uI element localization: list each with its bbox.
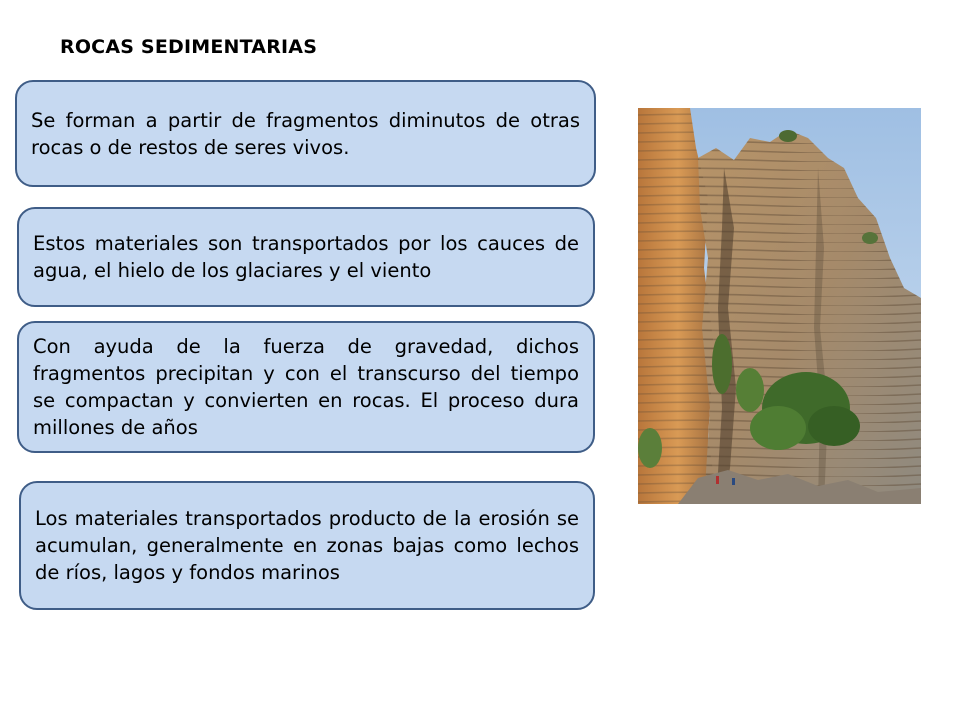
- info-box-text: Los materiales transportados producto de la erosión se acumulan, generalmente en zonas bajas como lechos de ríos, lagos y fondos marinos: [35, 507, 579, 584]
- info-box-compaction: [17, 321, 595, 453]
- info-box-text: Estos materiales son transportados por los cauces de agua, el hielo de los glaciares y el viento: [33, 232, 579, 282]
- info-box-deposition: [19, 481, 595, 610]
- sedimentary-cliff-photo: [638, 108, 921, 504]
- slide-title: ROCAS SEDIMENTARIAS: [60, 36, 318, 58]
- info-box-text: Con ayuda de la fuerza de gravedad, dichos fragmentos precipitan y con el transcurso del tiempo se compactan y convierten en rocas. El proceso dura millones de años: [33, 335, 579, 439]
- info-box-formation: [15, 80, 596, 187]
- info-box-transport: [17, 207, 595, 307]
- info-box-text: Se forman a partir de fragmentos diminutos de otras rocas o de restos de seres vivos.: [31, 108, 580, 159]
